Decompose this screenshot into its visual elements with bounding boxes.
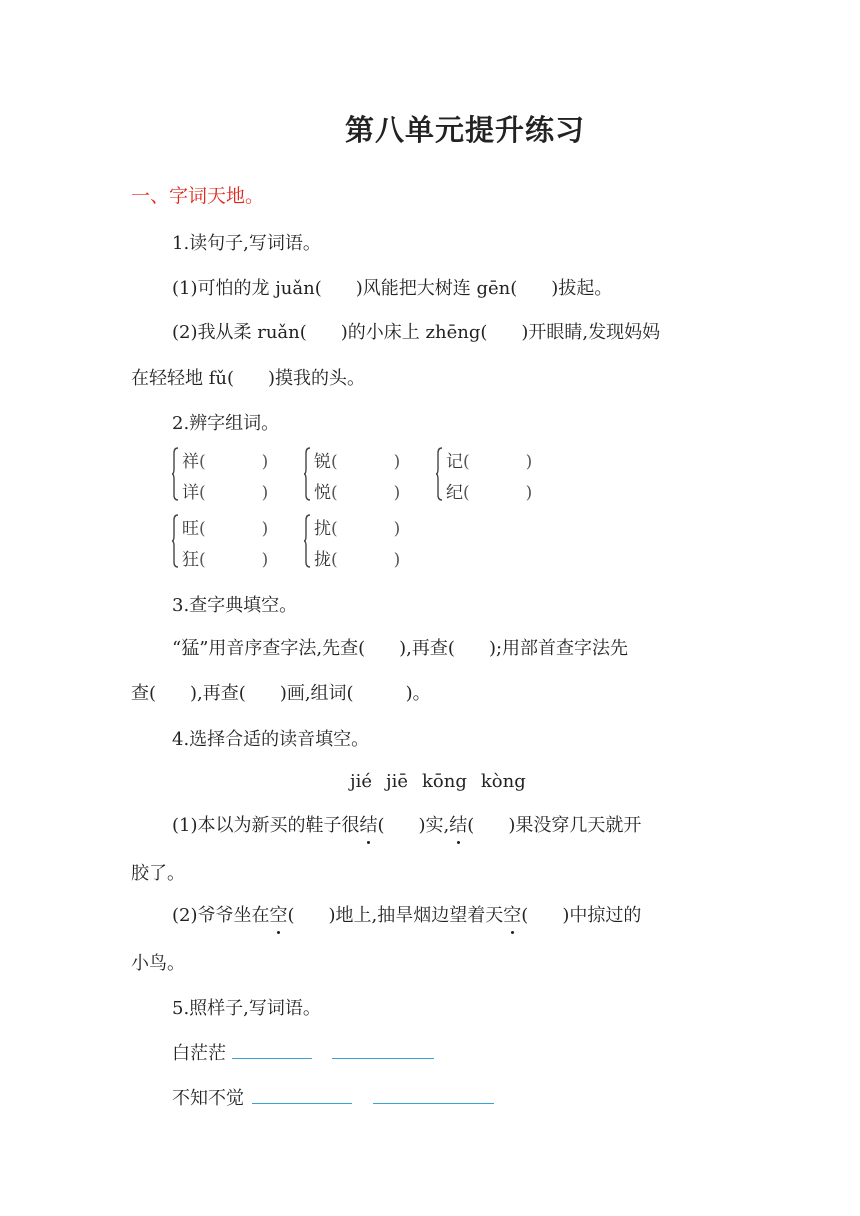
open-paren: (: [199, 483, 206, 503]
char-pair-row: [446, 478, 551, 503]
char-pair-row: [314, 545, 419, 570]
target-char: 锐: [314, 452, 331, 472]
open-paren: (: [463, 483, 470, 503]
brace-icon: [172, 447, 178, 501]
brace-icon: [436, 447, 442, 501]
pinyin-option: jié: [350, 771, 372, 792]
target-char: 纪: [446, 483, 463, 503]
target-char: 记: [446, 452, 463, 472]
q4-sentence-1-cont: 胶了。: [131, 863, 185, 884]
q3-line-1: “猛”用音序查字法,先查( ),再查( );用部首查字法先: [172, 638, 629, 659]
q1-sentence-2-cont: 在轻轻地 fǔ( )摸我的头。: [131, 368, 366, 389]
pinyin-option: kōng: [422, 771, 467, 792]
q4-sentence-2: (2)爷爷坐在空( )地上,抽旱烟边望着天空( )中掠过的: [172, 901, 641, 927]
open-paren: (: [331, 483, 338, 503]
pinyin-options: [350, 771, 540, 792]
char-pair-row: [182, 545, 287, 570]
target-char: 狂: [182, 550, 199, 570]
brace-icon: [304, 514, 310, 568]
close-paren[interactable]: ): [393, 452, 401, 472]
q3-line-2: 查( ),再查( )画,组词( )。: [131, 683, 431, 704]
char-pair-row: [446, 447, 551, 472]
q2-label: 2.辨字组词。: [172, 413, 280, 434]
answer-blank[interactable]: [252, 1103, 352, 1104]
char-pair-row: [314, 514, 419, 539]
close-paren[interactable]: ): [525, 483, 533, 503]
open-paren: (: [331, 550, 338, 570]
pinyin-option: kòng: [480, 771, 526, 792]
answer-blank[interactable]: [373, 1103, 494, 1104]
open-paren: (: [199, 550, 206, 570]
target-char: 详: [182, 483, 199, 503]
q1-sentence-2: (2)我从柔 ruǎn( )的小床上 zhēng( )开眼睛,发现妈妈: [172, 322, 661, 343]
brace-icon: [304, 447, 310, 501]
open-paren: (: [199, 519, 206, 539]
close-paren[interactable]: ): [393, 483, 401, 503]
q1-sentence-1: (1)可怕的龙 juǎn( )风能把大树连 gēn( )拔起。: [172, 278, 613, 299]
char-pair-row: [182, 514, 287, 539]
char-pair-row: [182, 478, 287, 503]
brace-icon: [172, 514, 178, 568]
target-char: 拢: [314, 550, 331, 570]
q5-label: 5.照样子,写词语。: [172, 998, 321, 1019]
char-pair-row: [182, 447, 287, 472]
open-paren: (: [199, 452, 206, 472]
q5-word-2: 不知不觉: [172, 1088, 244, 1109]
pinyin-option: jiē: [386, 771, 408, 792]
open-paren: (: [331, 452, 338, 472]
close-paren[interactable]: ): [261, 483, 269, 503]
q4-sentence-2-cont: 小鸟。: [131, 953, 185, 974]
close-paren[interactable]: ): [261, 550, 269, 570]
target-char: 扰: [314, 519, 331, 539]
q1-label: 1.读句子,写词语。: [172, 233, 321, 254]
section-heading: 一、字词天地。: [131, 185, 265, 207]
char-pair-row: [314, 447, 419, 472]
answer-blank[interactable]: [232, 1058, 312, 1059]
close-paren[interactable]: ): [525, 452, 533, 472]
open-paren: (: [331, 519, 338, 539]
char-pair-row: [314, 478, 419, 503]
q3-label: 3.查字典填空。: [172, 595, 298, 616]
page-title: 第八单元提升练习: [344, 113, 585, 147]
target-char: 祥: [182, 452, 199, 472]
close-paren[interactable]: ): [261, 519, 269, 539]
close-paren[interactable]: ): [393, 519, 401, 539]
q4-sentence-1: (1)本以为新买的鞋子很结( )实,结( )果没穿几天就开: [172, 811, 641, 837]
q4-label: 4.选择合适的读音填空。: [172, 729, 370, 750]
answer-blank[interactable]: [332, 1058, 434, 1059]
target-char: 悦: [314, 483, 331, 503]
close-paren[interactable]: ): [393, 550, 401, 570]
q5-word-1: 白茫茫: [172, 1043, 226, 1064]
close-paren[interactable]: ): [261, 452, 269, 472]
open-paren: (: [463, 452, 470, 472]
target-char: 旺: [182, 519, 199, 539]
